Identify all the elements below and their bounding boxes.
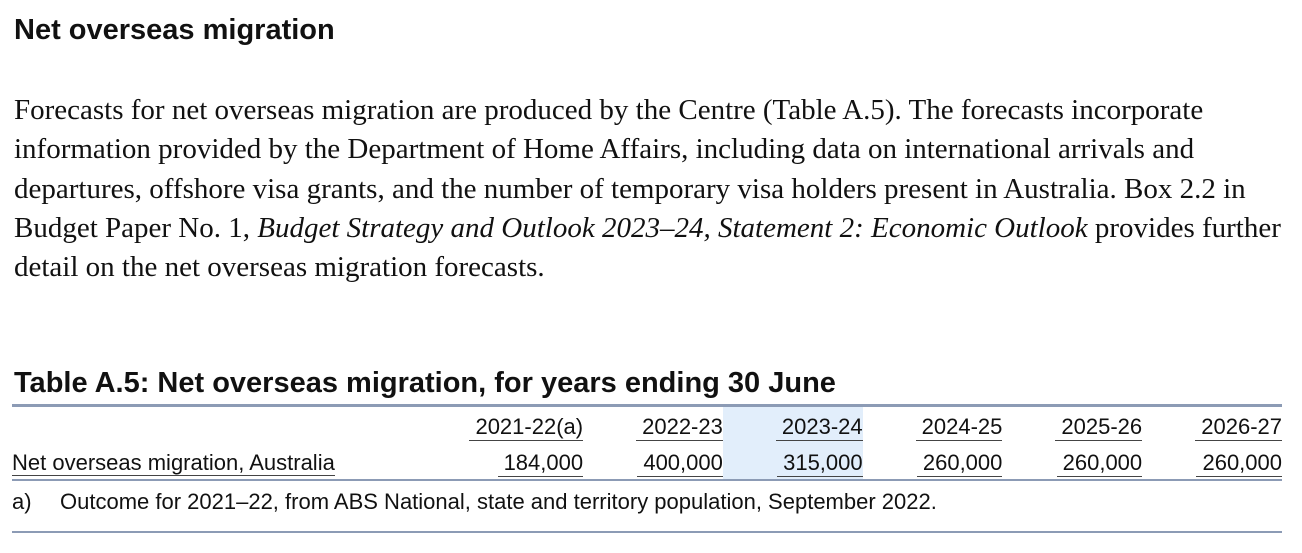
column-header-highlighted: 2023-24 [723,406,863,444]
value-cell: 260,000 [863,444,1003,480]
table-title: Table A.5: Net overseas migration, for years ending 30 June [14,367,836,399]
table-footnote [12,481,1282,525]
footnote-marker: a) [12,488,32,514]
table-header-row [12,406,1282,444]
column-header: 2026-27 [1142,406,1282,444]
row-label: Net overseas migration, Australia [12,450,335,475]
paragraph-text-start: Forecasts for net overseas migration are produced by the Centre (Table A.5). The forecasts incorporate information provided by the Department of Home Affairs, including data on international arrivals and departures, offshore visa grants, and the number of temporary visa holders present in Australia. Box 2.2 in Budget Paper No. 1, [14,94,1246,244]
table-bottom-rule [12,531,1282,533]
body-paragraph [14,91,1290,287]
section-heading: Net overseas migration [14,14,335,46]
table-row [12,444,1282,480]
value-cell: 184,000 [400,444,583,480]
paragraph-text-end: provides further detail on the net overseas migration forecasts. [14,211,1281,284]
column-header: 2025-26 [1002,406,1142,444]
footnote-text: Outcome for 2021–22, from ABS National, state and territory population, September 2022. [60,488,937,514]
paragraph-italic-reference: Budget Strategy and Outlook 2023–24, Statement 2: Economic Outlook [257,211,1088,244]
value-cell: 400,000 [583,444,723,480]
column-header: 2024-25 [863,406,1003,444]
header-empty-cell [12,406,400,444]
column-header: 2021-22(a) [400,406,583,444]
column-header: 2022-23 [583,406,723,444]
migration-table [12,404,1282,533]
value-cell: 260,000 [1142,444,1282,480]
value-cell-highlighted: 315,000 [723,444,863,480]
value-cell: 260,000 [1002,444,1142,480]
